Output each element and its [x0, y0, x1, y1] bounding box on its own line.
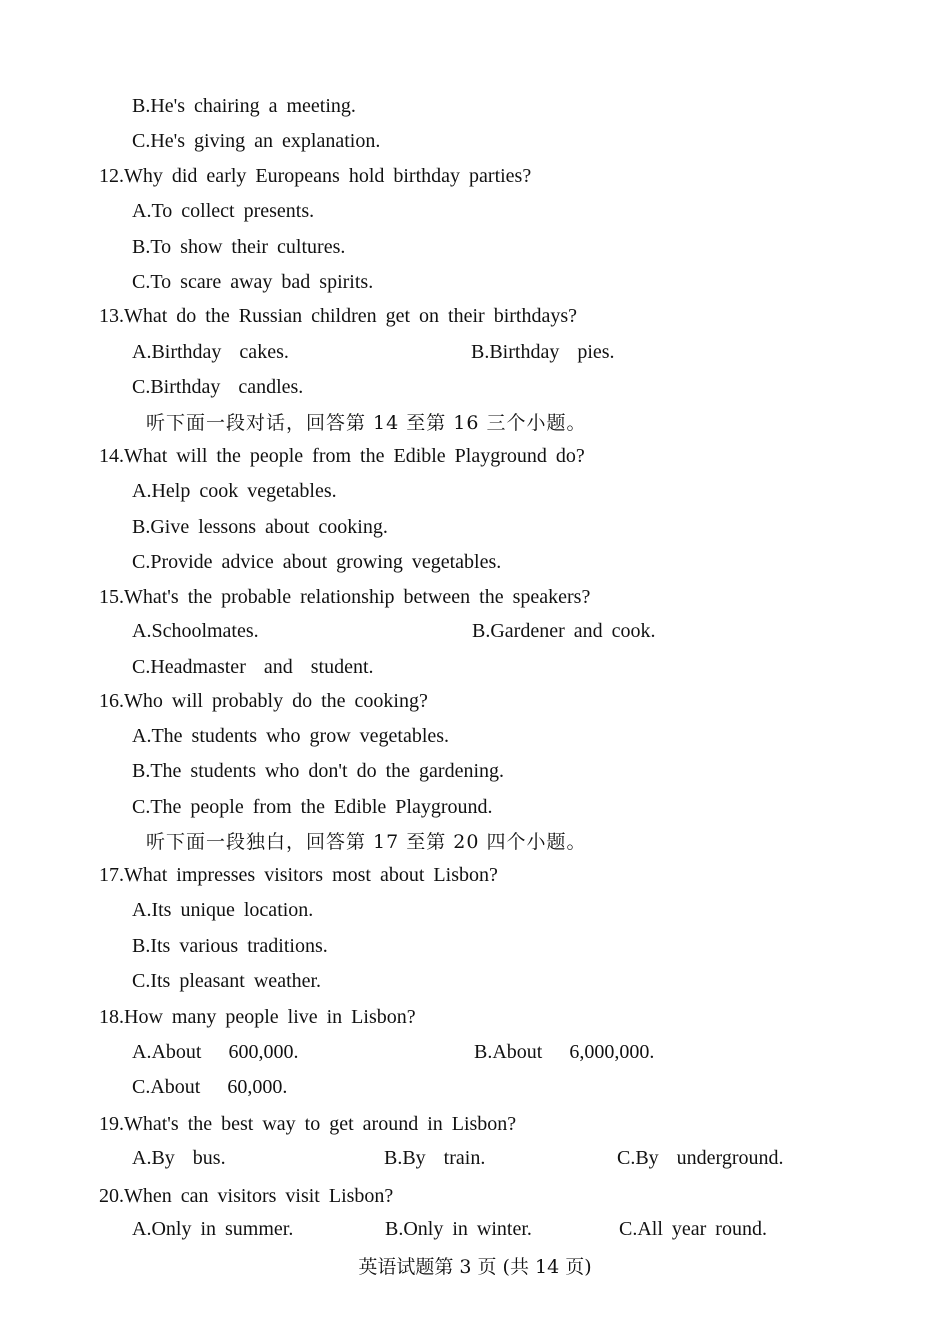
q20-option-b: B.Only in winter. [385, 1218, 532, 1240]
q17-option-c: C.Its pleasant weather. [132, 970, 322, 992]
q20-question: 20.When can visitors visit Lisbon? [99, 1185, 394, 1207]
q18-question: 18.How many people live in Lisbon? [99, 1006, 416, 1028]
q18-option-c: C.About 60,000. [132, 1076, 288, 1098]
q17-question: 17.What impresses visitors most about Lisbon? [99, 864, 498, 886]
q16-option-c: C.The people from the Edible Playground. [132, 796, 493, 818]
q14-option-a: A.Help cook vegetables. [132, 480, 337, 502]
q20-option-c: C.All year round. [619, 1218, 767, 1240]
q19-option-a: A.By bus. [132, 1147, 226, 1169]
q19-option-b: B.By train. [384, 1147, 486, 1169]
q12-option-b: B.To show their cultures. [132, 236, 346, 258]
q19-question: 19.What's the best way to get around in Lisbon? [99, 1113, 517, 1135]
q18-option-a: A.About 600,000. [132, 1041, 299, 1063]
q11-option-b: B.He's chairing a meeting. [132, 95, 356, 117]
q17-option-a: A.Its unique location. [132, 899, 314, 921]
q16-option-a: A.The students who grow vegetables. [132, 725, 450, 747]
q15-option-a: A.Schoolmates. [132, 620, 259, 642]
q13-option-b: B.Birthday pies. [471, 341, 615, 363]
q13-option-c: C.Birthday candles. [132, 376, 304, 398]
q15-option-b: B.Gardener and cook. [472, 620, 656, 642]
section-instruction-17-20: 听下面一段独白，回答第 17 至第 20 四个小题。 [146, 831, 587, 853]
q13-option-a: A.Birthday cakes. [132, 341, 289, 363]
q19-option-c: C.By underground. [617, 1147, 784, 1169]
q14-option-b: B.Give lessons about cooking. [132, 516, 388, 538]
q16-question: 16.Who will probably do the cooking? [99, 690, 428, 712]
q14-question: 14.What will the people from the Edible Playground do? [99, 445, 585, 467]
q12-option-c: C.To scare away bad spirits. [132, 271, 374, 293]
page-footer: 英语试题第 3 页 (共 14 页) [358, 1256, 592, 1278]
q12-question: 12.Why did early Europeans hold birthday parties? [99, 165, 532, 187]
q15-question: 15.What's the probable relationship between the speakers? [99, 586, 591, 608]
q17-option-b: B.Its various traditions. [132, 935, 328, 957]
q15-option-c: C.Headmaster and student. [132, 656, 374, 678]
q12-option-a: A.To collect presents. [132, 200, 315, 222]
q11-option-c: C.He's giving an explanation. [132, 130, 381, 152]
q14-option-c: C.Provide advice about growing vegetables. [132, 551, 502, 573]
section-instruction-14-16: 听下面一段对话，回答第 14 至第 16 三个小题。 [146, 412, 587, 434]
q20-option-a: A.Only in summer. [132, 1218, 294, 1240]
q18-option-b: B.About 6,000,000. [474, 1041, 655, 1063]
q16-option-b: B.The students who don't do the gardening. [132, 760, 504, 782]
q13-question: 13.What do the Russian children get on their birthdays? [99, 305, 578, 327]
